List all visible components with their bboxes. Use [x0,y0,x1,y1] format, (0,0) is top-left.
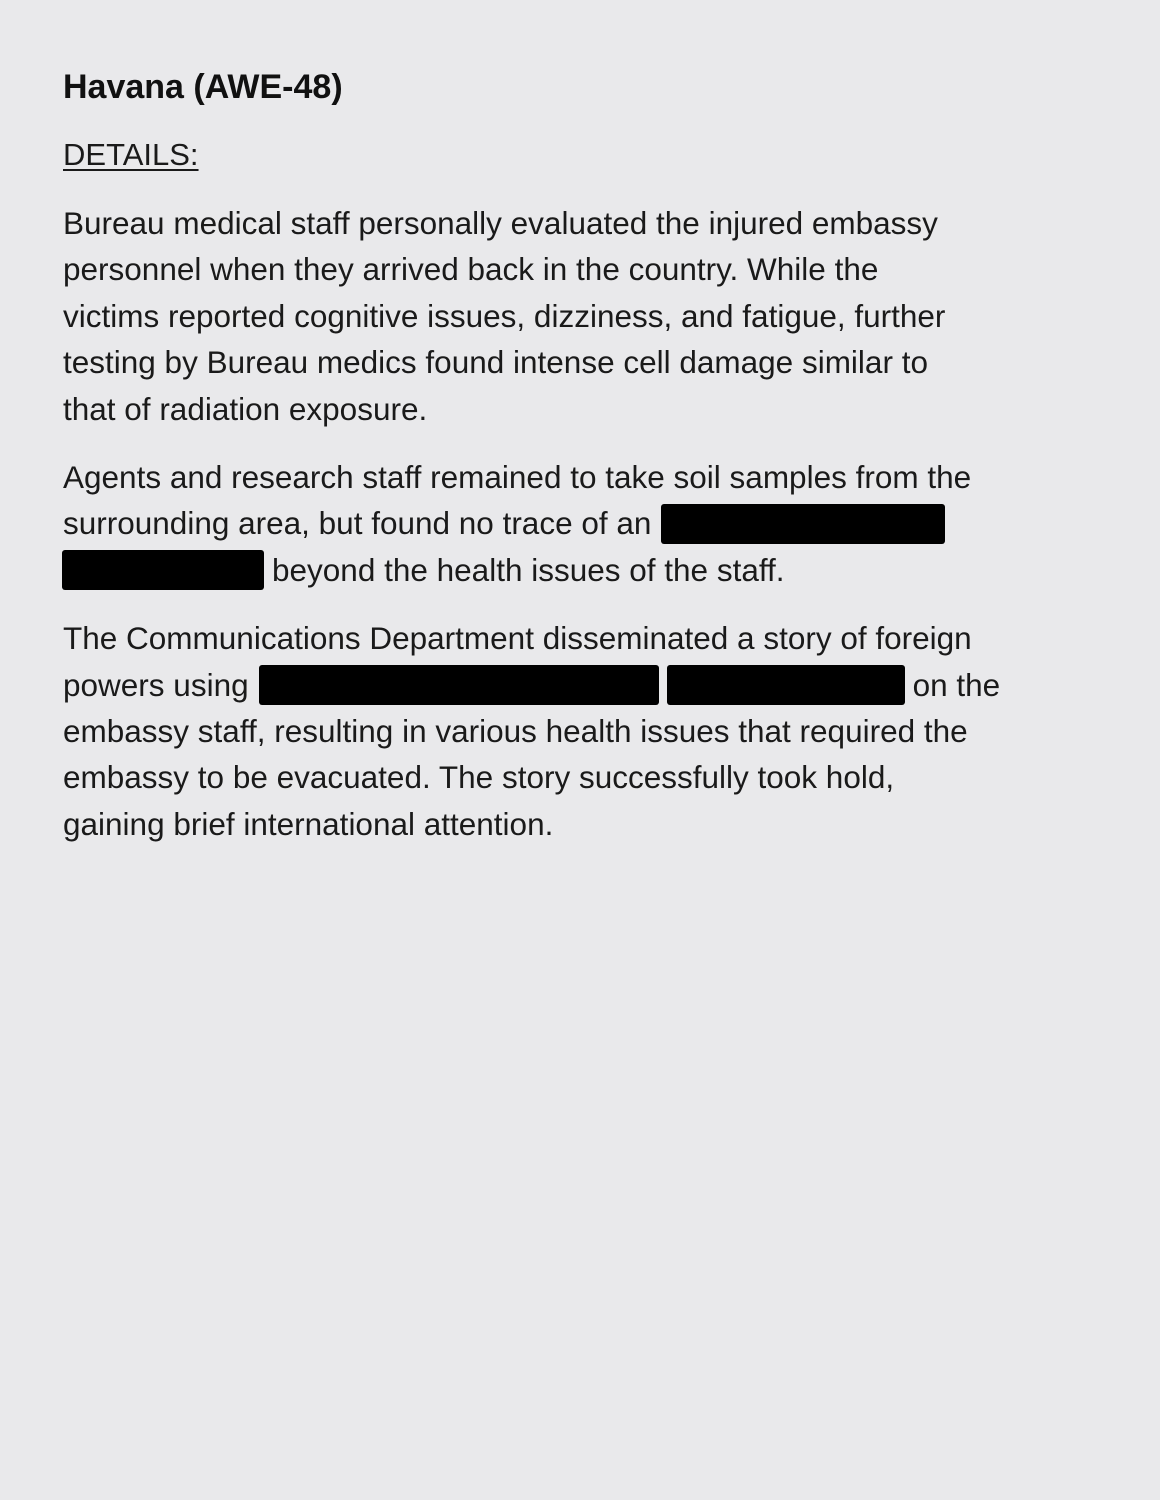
redaction-bar [667,665,905,705]
paragraph-line: victims reported cognitive issues, dizziness, and fatigue, further [63,297,946,334]
paragraph-line: embassy to be evacuated. The story successfully took hold, [63,759,895,796]
paragraph-line: testing by Bureau medics found intense cell damage similar to [63,344,928,381]
paragraph-line: embassy staff, resulting in various health issues that required the [63,712,968,749]
paragraph-line: personnel when they arrived back in the country. While the [63,251,879,288]
redaction-bar [62,550,264,590]
paragraph-text: powers using [63,666,249,703]
redaction-bar [661,504,945,544]
redaction-bar [259,665,659,705]
paragraph-line [63,662,1103,708]
document-body [63,62,1103,847]
paragraph-line: Bureau medical staff personally evaluated the injured embassy [63,205,938,241]
paragraph-line [63,500,1103,546]
paragraph-line: Agents and research staff remained to take soil samples from the [63,458,972,495]
paragraph-line [63,547,1103,593]
paragraph-communications [63,615,1103,847]
paragraph-line: gaining brief international attention. [63,805,554,842]
paragraph-line: that of radiation exposure. [63,390,428,427]
paragraph-soil-samples [63,454,1103,593]
paragraph-text: on the [912,666,1001,703]
paragraph-text: surrounding area, but found no trace of an [63,505,652,542]
paragraph-medical-evaluation [63,200,1103,432]
details-heading: DETAILS: [63,137,199,172]
paragraph-text: beyond the health issues of the staff. [272,551,785,588]
document-title: Havana (AWE-48) [63,68,343,106]
paragraph-line: The Communications Department disseminated a story of foreign [63,620,972,657]
